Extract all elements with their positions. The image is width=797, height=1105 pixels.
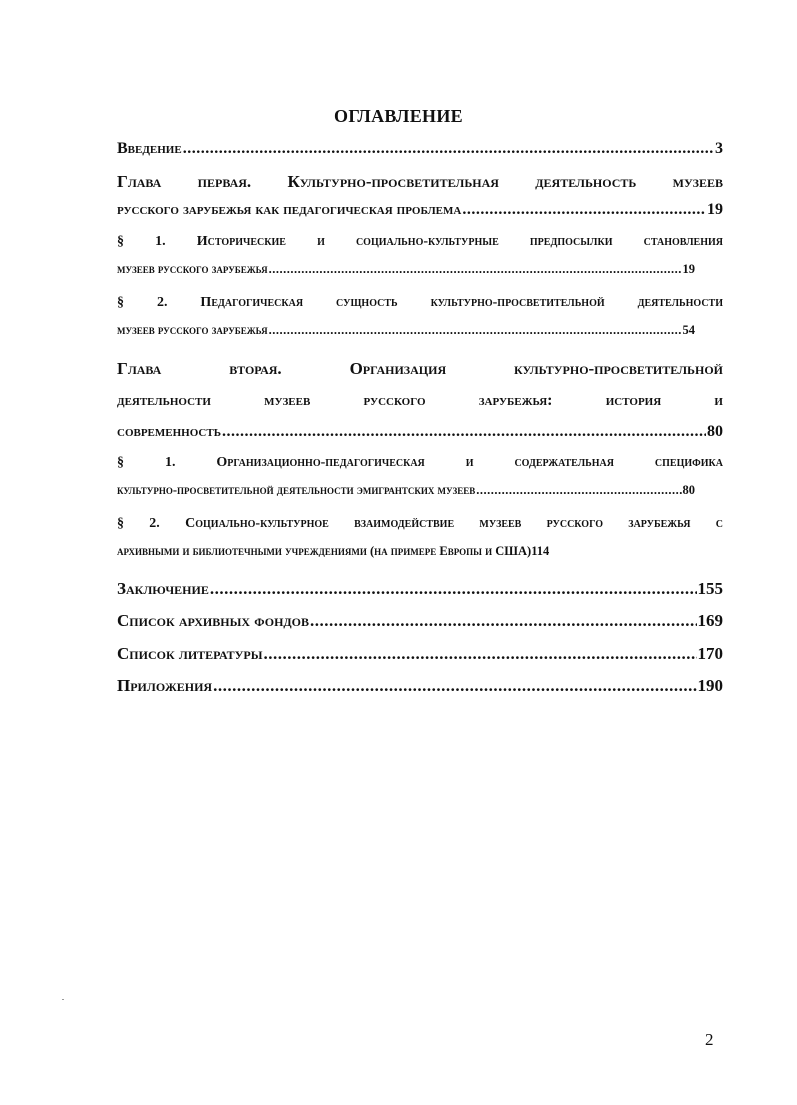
toc-entry-label: Глава первая. Культурно-просветительная деятельность музеев xyxy=(117,172,723,191)
toc-entry-section-1-1-line-1[interactable] xyxy=(117,234,723,250)
toc-entry-label: Заключение xyxy=(117,579,209,598)
toc-entry-section-2-1[interactable] xyxy=(117,483,723,498)
toc-entry-label: русского зарубежья как педагогическая проблема xyxy=(117,201,462,218)
toc-entry-page: 80 xyxy=(682,483,695,497)
toc-entry-label: Глава вторая. Организация культурно-просветительной xyxy=(117,359,723,378)
toc-entry-appendix[interactable] xyxy=(117,676,723,696)
toc-entry-label: Список архивных фондов xyxy=(117,611,310,630)
toc-entry-section-1-2[interactable] xyxy=(117,323,723,338)
toc-entry-label: § 1. Организационно-педагогическая и содержательная специфика xyxy=(117,455,723,470)
dot-leader xyxy=(310,611,696,631)
dot-leader xyxy=(269,323,682,338)
toc-entry-page: 54 xyxy=(682,323,695,337)
page-number: 2 xyxy=(705,1030,714,1049)
toc-entry-label: § 2. Социально-культурное взаимодействие музеев русского зарубежья с xyxy=(117,516,723,531)
toc-entry-label: Приложения xyxy=(117,676,213,695)
toc-entry-label: деятельности музеев русского зарубежья: история и xyxy=(117,392,723,409)
toc-entry-page: 3 xyxy=(715,140,723,157)
toc-entry-label: § 1. Исторические и социально-культурные предпосылки становления xyxy=(117,234,723,249)
toc-entry-page: 190 xyxy=(697,676,723,695)
toc-entry-archives[interactable] xyxy=(117,611,723,631)
toc-entry-page: 19 xyxy=(682,262,695,276)
toc-entry-conclusion[interactable] xyxy=(117,579,723,599)
toc-entry-section-1-1[interactable] xyxy=(117,262,723,277)
toc-entry-section-2-2-line-1[interactable] xyxy=(117,516,723,532)
toc-entry-literature[interactable] xyxy=(117,644,723,664)
toc-entry-label: Введение xyxy=(117,140,182,157)
toc-entry-label: современность xyxy=(117,423,221,440)
toc-entry-section-2-2[interactable] xyxy=(117,544,723,559)
dot-leader xyxy=(462,201,706,219)
toc-entry-page: 19 xyxy=(707,201,723,218)
dot-leader xyxy=(213,676,696,696)
toc-entry-label: музеев русского зарубежья xyxy=(117,323,268,337)
toc-entry-chapter-1-line-1[interactable] xyxy=(117,172,723,192)
dot-leader xyxy=(264,644,697,664)
toc-entry-label: музеев русского зарубежья xyxy=(117,262,268,276)
toc-entry-page: 155 xyxy=(697,579,723,598)
dot-leader xyxy=(476,483,681,498)
dot-leader xyxy=(269,262,682,277)
toc-entry-page: 170 xyxy=(697,644,723,663)
dot-leader xyxy=(183,140,714,158)
toc-title: ОГЛАВЛЕНИЕ xyxy=(334,106,463,126)
scan-speck xyxy=(62,999,64,1000)
toc-entry-section-1-2-line-1[interactable] xyxy=(117,295,723,311)
toc-entry-label: культурно-просветительной деятельности эмигрантских музеев xyxy=(117,483,476,497)
dot-leader xyxy=(210,579,697,599)
dot-leader xyxy=(222,423,706,441)
toc-entry-label: § 2. Педагогическая сущность культурно-просветительной деятельности xyxy=(117,295,723,310)
toc-entry-chapter-2-line-2[interactable] xyxy=(117,392,723,410)
toc-entry-chapter-2-line-1[interactable] xyxy=(117,359,723,379)
toc-entry-page: 169 xyxy=(697,611,723,630)
toc-entry-page: 114 xyxy=(531,544,550,558)
toc-entry-chapter-2[interactable] xyxy=(117,423,723,441)
toc-entry-intro[interactable] xyxy=(117,140,723,158)
toc-entry-chapter-1[interactable] xyxy=(117,201,723,219)
toc-entry-section-2-1-line-1[interactable] xyxy=(117,455,723,471)
toc-entry-page: 80 xyxy=(707,423,723,440)
toc-entry-label: архивными и библиотечными учреждениями (на примере Европы и США) xyxy=(117,544,532,558)
toc-entry-label: Список литературы xyxy=(117,644,263,663)
